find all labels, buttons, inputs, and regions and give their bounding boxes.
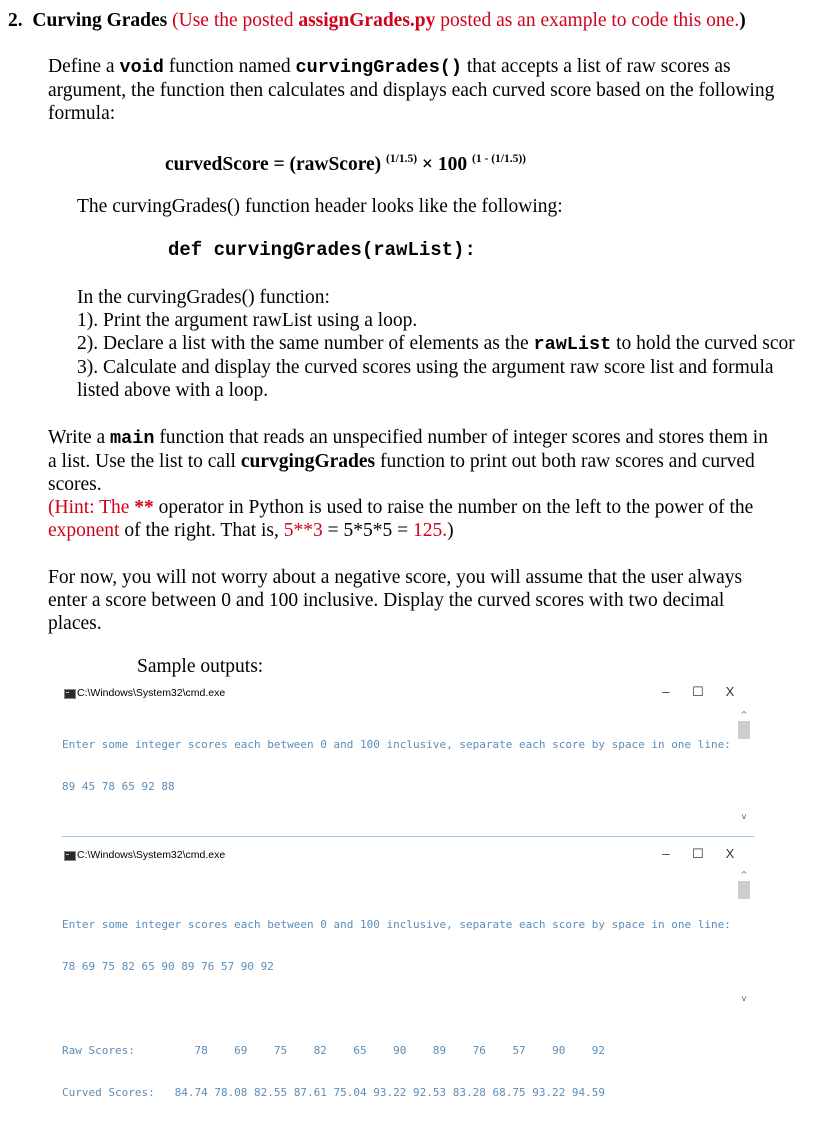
titlebar bbox=[62, 684, 754, 706]
text: = 5*5*5 = bbox=[322, 520, 414, 541]
text: 2). Declare a list with the same number of elements as the bbox=[77, 333, 534, 354]
text-line: enter a score between 0 and 100 inclusive. Display the curved scores with two decimal bbox=[48, 590, 725, 611]
minimize-button[interactable]: – bbox=[662, 684, 670, 699]
note-rest: posted as an example to code this one. bbox=[435, 10, 740, 31]
formula bbox=[165, 148, 526, 176]
scrollbar[interactable] bbox=[738, 710, 750, 739]
text-line: argument, the function then calculates and displays each curved score based on the following bbox=[48, 80, 775, 101]
text: ) bbox=[447, 520, 454, 541]
text-line: places. bbox=[48, 613, 102, 634]
hint-example: 5**3 bbox=[283, 520, 323, 541]
text: Write a bbox=[48, 427, 111, 448]
function-header-code: def curvingGrades(rawList): bbox=[168, 239, 476, 261]
text: that accepts a list of raw scores as bbox=[462, 56, 731, 77]
scroll-down-icon[interactable]: v bbox=[741, 812, 747, 821]
question-title bbox=[8, 9, 746, 32]
window-controls bbox=[650, 684, 746, 700]
text: to hold the curved scor bbox=[611, 333, 795, 354]
close-button[interactable]: X bbox=[725, 846, 735, 861]
scroll-up-icon[interactable]: ^ bbox=[740, 870, 748, 879]
scroll-down-icon[interactable]: v bbox=[741, 994, 747, 1003]
paragraph-main bbox=[48, 426, 768, 542]
steps-list bbox=[77, 286, 795, 402]
header-description: The curvingGrades() function header looks like the following: bbox=[77, 196, 563, 217]
text: of the right. That is, bbox=[119, 520, 284, 541]
maximize-button[interactable]: ☐ bbox=[692, 846, 704, 861]
text-line: formula: bbox=[48, 103, 116, 124]
text: function that reads an unspecified number of integer scores and stores them in bbox=[154, 427, 768, 448]
step-2 bbox=[77, 332, 795, 356]
window-title: C:\Windows\System32\cmd.exe bbox=[77, 687, 226, 699]
text-line: scores. bbox=[48, 474, 102, 495]
raw-scores-line: Raw Scores: 78 69 75 82 65 90 89 76 57 90 92 bbox=[62, 1044, 606, 1057]
console-icon bbox=[64, 851, 76, 861]
prompt-line: Enter some integer scores each between 0 and 100 inclusive, separate each score by space in one line: bbox=[62, 918, 731, 931]
formula-exponent-1: (1/1.5) bbox=[386, 153, 418, 165]
code-void: void bbox=[119, 57, 164, 78]
formula-main: curvedScore = (rawScore) bbox=[165, 154, 387, 175]
text: operator in Python is used to raise the number on the left to the power of the bbox=[153, 497, 754, 518]
titlebar bbox=[62, 846, 754, 868]
scroll-thumb[interactable] bbox=[738, 721, 750, 739]
window-controls bbox=[650, 846, 746, 862]
hint-exponent: exponent bbox=[48, 520, 120, 541]
code-rawlist: rawList bbox=[533, 334, 612, 355]
formula-exponent-2: (1 - (1/1.5)) bbox=[472, 153, 526, 165]
question-heading: Curving Grades bbox=[32, 10, 168, 31]
steps-intro: In the curvingGrades() function: bbox=[77, 287, 330, 308]
step-1: 1). Print the argument rawList using a loop. bbox=[77, 310, 418, 331]
scroll-thumb[interactable] bbox=[738, 881, 750, 899]
hint-operator: ** bbox=[134, 497, 154, 518]
cmd-window-1 bbox=[62, 684, 754, 826]
function-name-bold: curvgingGrades bbox=[240, 451, 376, 472]
console-icon bbox=[64, 689, 76, 699]
prompt-line: Enter some integer scores each between 0 and 100 inclusive, separate each score by space in one line: bbox=[62, 738, 731, 751]
text: Define a bbox=[48, 56, 120, 77]
note-file: assignGrades.py bbox=[298, 10, 436, 31]
question-number: 2. bbox=[8, 10, 23, 31]
scroll-up-icon[interactable]: ^ bbox=[740, 710, 748, 719]
paragraph-definition bbox=[48, 55, 774, 125]
hint-text: (Hint: The bbox=[48, 497, 135, 518]
step-3a: 3). Calculate and display the curved scores using the argument raw score list and formula bbox=[77, 357, 774, 378]
scrollbar-bottom[interactable] bbox=[738, 994, 750, 1003]
text-line: For now, you will not worry about a negative score, you will assume that the user always bbox=[48, 567, 743, 588]
sample-outputs-label: Sample outputs: bbox=[137, 656, 264, 677]
code-main: main bbox=[110, 428, 155, 449]
step-3b: listed above with a loop. bbox=[77, 380, 269, 401]
paragraph-constraints bbox=[48, 566, 742, 635]
text: function to print out both raw scores and curved bbox=[375, 451, 755, 472]
window-title: C:\Windows\System32\cmd.exe bbox=[77, 849, 226, 861]
scrollbar-bottom[interactable] bbox=[738, 812, 750, 821]
window-separator bbox=[62, 836, 754, 837]
input-line: 89 45 78 65 92 88 bbox=[62, 780, 175, 793]
close-button[interactable]: X bbox=[725, 684, 735, 699]
scrollbar[interactable] bbox=[738, 870, 750, 899]
formula-mid: × 100 bbox=[417, 154, 473, 175]
console-output bbox=[62, 890, 754, 1128]
curved-scores-line: Curved Scores: 84.74 78.08 82.55 87.61 75.04 93.22 92.53 83.28 68.75 93.22 94.59 bbox=[62, 1086, 606, 1099]
text: function named bbox=[163, 56, 296, 77]
text: a list. Use the list to call bbox=[48, 451, 241, 472]
minimize-button[interactable]: – bbox=[662, 846, 670, 861]
code-function-name: curvingGrades() bbox=[295, 57, 463, 78]
input-line: 78 69 75 82 65 90 89 76 57 90 92 bbox=[62, 960, 274, 973]
maximize-button[interactable]: ☐ bbox=[692, 684, 704, 699]
hint-result: 125. bbox=[413, 520, 448, 541]
note-open: (Use the posted bbox=[172, 10, 299, 31]
cmd-window-2 bbox=[62, 846, 754, 1099]
note-close: ) bbox=[739, 10, 746, 31]
